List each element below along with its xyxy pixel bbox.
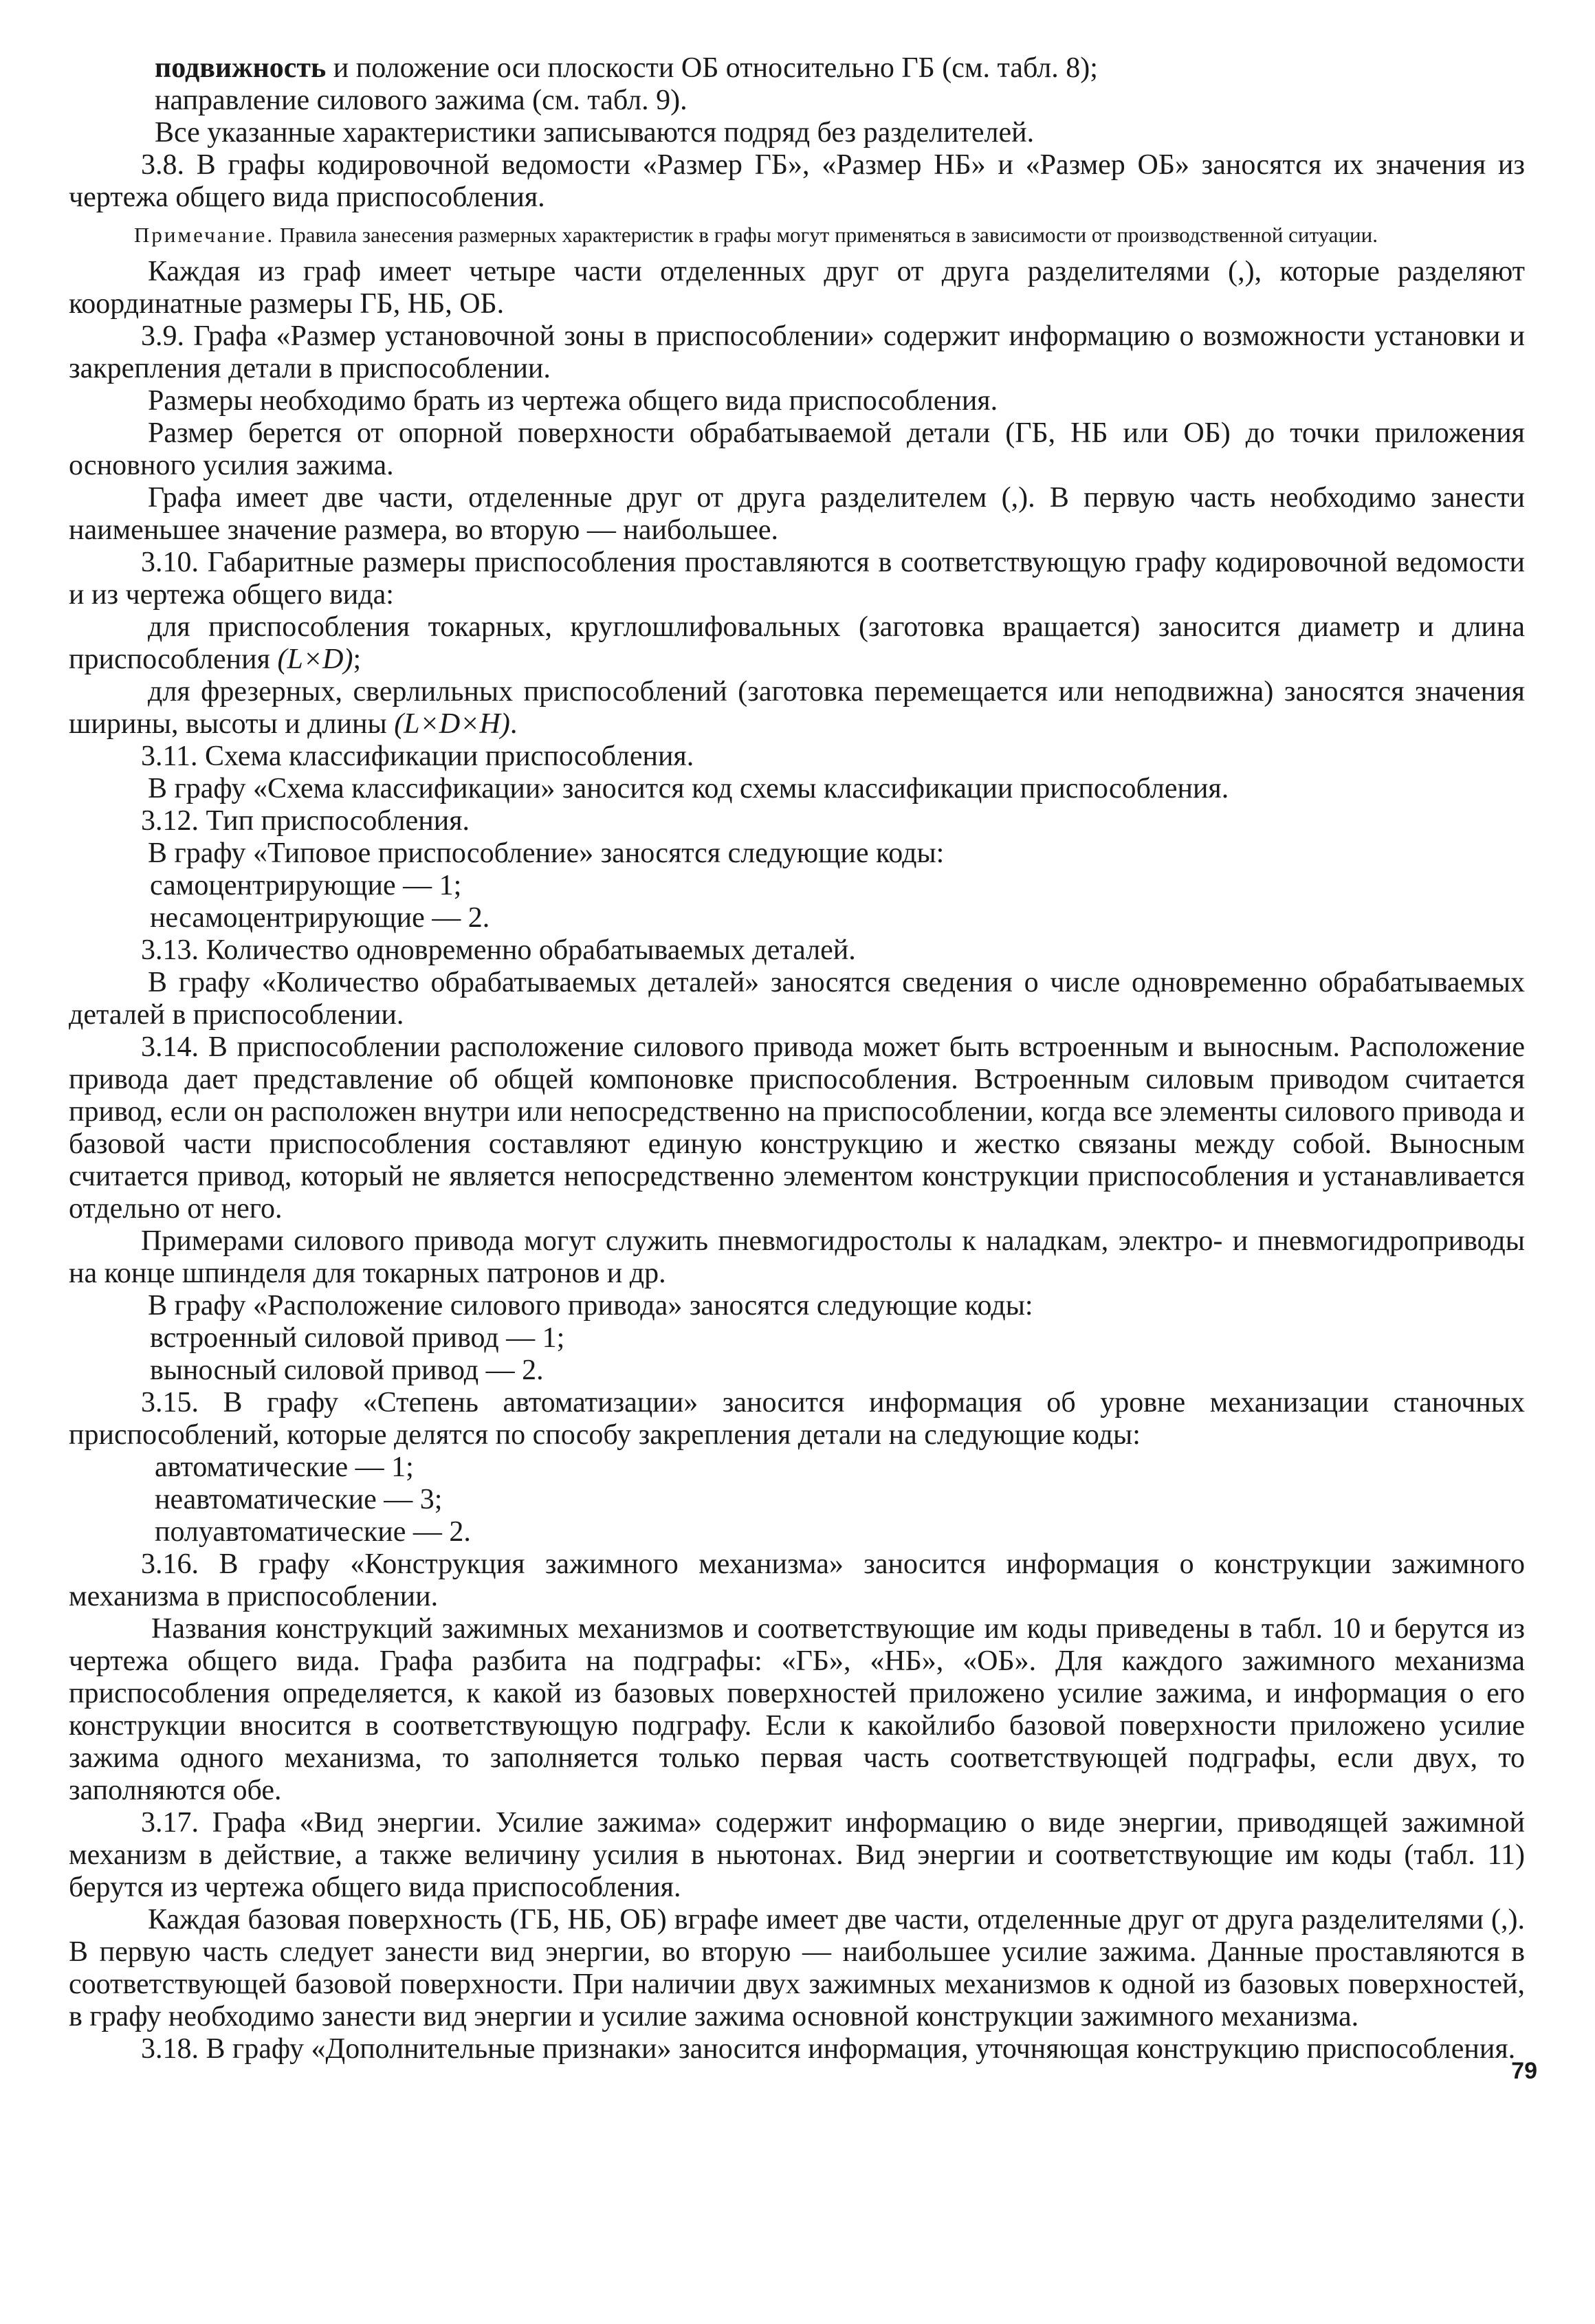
text-run: полуавтоматические — 2. [155, 1516, 471, 1548]
paragraph [69, 1322, 1525, 1355]
paragraph [69, 482, 1525, 547]
text-run: В графу «Расположение силового привода» заносятся следующие коды: [148, 1290, 1033, 1322]
paragraph [69, 934, 1525, 967]
paragraph [69, 52, 1525, 85]
text-run: В графу «Количество обрабатываемых деталей» заносятся сведения о числе одновременно обрабатываемых деталей в приспособлении. [69, 967, 1525, 1031]
text-run: Графа имеет две части, отделенные друг от друга разделителем (,). В первую часть необходимо занести наименьшее значение размера, во вторую — наибольшее. [69, 482, 1525, 546]
paragraph [69, 1613, 1525, 1807]
text-run: 3.16. В графу «Конструкция зажимного механизма» заносится информация о конструкции зажимного механизма в приспособлении. [69, 1548, 1525, 1612]
paragraph [69, 149, 1525, 214]
paragraph [69, 611, 1525, 676]
text-run: (L×D) [277, 644, 353, 675]
text-run: В графу «Схема классификации» заносится код схемы классификации приспособления. [148, 773, 1229, 804]
page-number: 79 [1511, 2058, 1537, 2084]
text-run: автоматические — 1; [155, 1451, 414, 1483]
text-run: Правила занесения размерных характеристик в графы могут применяться в зависимости от производственной ситуации. [274, 223, 1378, 247]
paragraph [69, 805, 1525, 837]
text-run: встроенный силовой привод — 1; [150, 1322, 565, 1354]
paragraph [69, 1516, 1525, 1548]
paragraph [69, 547, 1525, 611]
paragraph [69, 1548, 1525, 1613]
text-run: самоцентрирующие — 1; [150, 870, 462, 901]
paragraph [69, 902, 1525, 934]
text-run: неавтоматические — 3; [155, 1484, 443, 1515]
paragraph [69, 773, 1525, 805]
text-run: В графу «Типовое приспособление» заносятся следующие коды: [148, 837, 945, 869]
paragraph [69, 1225, 1525, 1290]
paragraph [69, 320, 1525, 385]
text-run: Названия конструкций зажимных механизмов и соответствующие им коды приведены в табл. 10 и берутся из чертежа общего вида. Графа разбита на подграфы: «ГБ», «НБ», «ОБ». Для каждого зажимного механизма приспособления определяется, к какой из базовых поверхностей приложено усилие зажима, и информация о его конструкции вносится в соответствующую подграфу. Если к какойлибо базовой поверхности приложено усилие зажима одного механизма, то заполняется только первая часть соответствующей подграфы, если двух, то заполняются обе. [69, 1613, 1525, 1806]
text-run: (L×D×H) [394, 708, 510, 740]
text-run: Каждая из граф имеет четыре части отделенных друг от друга разделителями (,), которые разделяют координатные размеры ГБ, НБ, ОБ. [69, 256, 1525, 320]
text-run: для приспособления токарных, круглошлифовальных (заготовка вращается) заносится диаметр и длина приспособления [69, 611, 1525, 675]
paragraph [69, 117, 1525, 149]
body-text [69, 52, 1525, 2065]
text-run: ; [353, 644, 362, 675]
text-run: для фрезерных, сверлильных приспособлений (заготовка перемещается или неподвижна) заносятся значения ширины, высоты и длины [69, 676, 1525, 740]
paragraph [69, 1451, 1525, 1484]
text-run: . [509, 708, 518, 740]
text-run: Примерами силового привода могут служить пневмогидростолы к наладкам, электро- и пневмогидроприводы на конце шпинделя для токарных патронов и др. [69, 1225, 1525, 1289]
text-run: 3.18. В графу «Дополнительные признаки» заносится информация, уточняющая конструкцию приспособления. [141, 2033, 1516, 2065]
text-run: Примечание. [134, 223, 275, 247]
paragraph [69, 676, 1525, 741]
note-paragraph [69, 222, 1525, 248]
text-run: 3.14. В приспособлении расположение силового привода может быть встроенным и выносным. Расположение привода дает представление об общей компоновке приспособления. Встроенным силовым приводом считается привод, если он расположен внутри или непосредственно на приспособлении, когда все элементы силового привода и базовой части приспособления составляют единую конструкцию и жестко связаны между собой. Выносным считается привод, который не является непосредственно элементом конструкции приспособления и устанавливается отдельно от него. [69, 1031, 1525, 1225]
paragraph [69, 1807, 1525, 1904]
text-run: 3.8. В графы кодировочной ведомости «Размер ГБ», «Размер НБ» и «Размер ОБ» заносятся их значения из чертежа общего вида приспособления. [69, 149, 1525, 213]
text-run: 3.11. Схема классификации приспособления. [141, 741, 694, 772]
text-run: Каждая базовая поверхность (ГБ, НБ, ОБ) вграфе имеет две части, отделенные друг от друга разделителями (,). В первую часть следует занести вид энергии, во вторую — наибольшее усилие зажима. Данные проставляются в соответствующей базовой поверхности. При наличии двух зажимных механизмов к одной из базовых поверхностей, в графу необходимо занести вид энергии и усилие зажима основной конструкции зажимного механизма. [69, 1904, 1525, 2032]
text-run: Размеры необходимо брать из чертежа общего вида приспособления. [148, 385, 998, 417]
text-run: 3.12. Тип приспособления. [141, 805, 470, 837]
text-run: 3.13. Количество одновременно обрабатываемых деталей. [141, 934, 856, 966]
paragraph [69, 1355, 1525, 1387]
paragraph [69, 837, 1525, 870]
text-run: несамоцентрирующие — 2. [150, 902, 490, 934]
paragraph [69, 1290, 1525, 1322]
paragraph [69, 417, 1525, 482]
text-run: подвижность [155, 52, 327, 84]
paragraph [69, 741, 1525, 773]
paragraph [69, 870, 1525, 902]
paragraph [69, 85, 1525, 117]
text-run: 3.17. Графа «Вид энергии. Усилие зажима» содержит информацию о виде энергии, приводящей зажимной механизм в действие, а также величину усилия в ньютонах. Вид энергии и соответствующие им коды (табл. 11) берутся из чертежа общего вида приспособления. [69, 1807, 1525, 1903]
paragraph [69, 256, 1525, 320]
paragraph [69, 1031, 1525, 1225]
paragraph [69, 1904, 1525, 2033]
text-run: выносный силовой привод — 2. [150, 1355, 544, 1386]
text-run: 3.9. Графа «Размер установочной зоны в приспособлении» содержит информацию о возможности установки и закрепления детали в приспособлении. [69, 320, 1525, 384]
paragraph [69, 1484, 1525, 1516]
paragraph [69, 385, 1525, 417]
text-run: 3.15. В графу «Степень автоматизации» заносится информация об уровне механизации станочных приспособлений, которые делятся по способу закрепления детали на следующие коды: [69, 1387, 1525, 1451]
paragraph [69, 967, 1525, 1031]
text-run: и положение оси плоскости ОБ относительно ГБ (см. табл. 8); [326, 52, 1098, 84]
text-run: Все указанные характеристики записываются подряд без разделителей. [155, 117, 1035, 149]
paragraph [69, 1387, 1525, 1451]
paragraph [69, 2033, 1525, 2065]
text-run: Размер берется от опорной поверхности обрабатываемой детали (ГБ, НБ или ОБ) до точки приложения основного усилия зажима. [69, 417, 1525, 481]
text-run: направление силового зажима (см. табл. 9). [155, 85, 688, 116]
text-run: 3.10. Габаритные размеры приспособления проставляются в соответствующую графу кодировочной ведомости и из чертежа общего вида: [69, 547, 1525, 611]
